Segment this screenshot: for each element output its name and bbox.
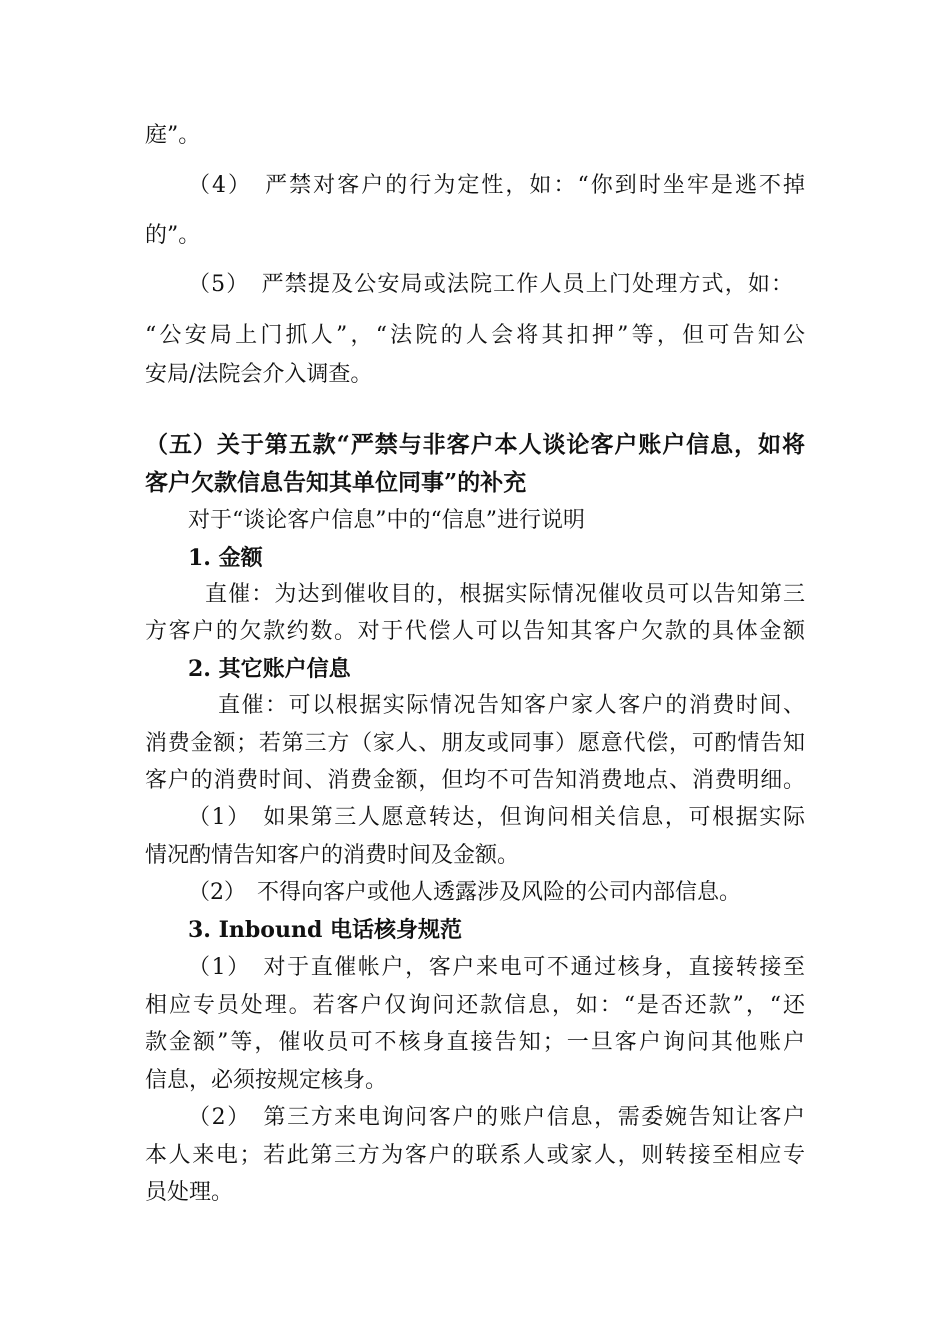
- subheading-other-account-info: 2. 其它账户信息: [188, 656, 351, 682]
- paragraph-line: 直催：可以根据实际情况告知客户家人客户的消费时间、: [218, 693, 805, 718]
- paragraph-line: 员处理。: [145, 1180, 234, 1205]
- paragraph-line: 方客户的欠款约数。对于代偿人可以告知其客户欠款的具体金额: [145, 619, 805, 644]
- paragraph-line: 安局/法院会介入调查。: [145, 362, 373, 387]
- paragraph-line: 本人来电；若此第三方为客户的联系人或家人，则转接至相应专: [145, 1143, 805, 1168]
- section-heading: （五）关于第五款“严禁与非客户本人谈论客户账户信息，如将: [145, 431, 805, 458]
- paragraph-line: 对于“谈论客户信息”中的“信息”进行说明: [188, 508, 585, 533]
- section-heading: 客户欠款信息告知其单位同事”的补充: [145, 469, 527, 496]
- list-item-1: （1） 对于直催帐户，客户来电可不通过核身，直接转接至: [188, 955, 805, 980]
- paragraph-line: 情况酌情告知客户的消费时间及金额。: [145, 843, 520, 868]
- list-item-5: （5） 严禁提及公安局或法院工作人员上门处理方式，如：: [188, 272, 793, 297]
- list-item-4: （4） 严禁对客户的行为定性，如：“你到时坐牢是逃不掉: [188, 173, 805, 198]
- paragraph-line: 直催：为达到催收目的，根据实际情况催收员可以告知第三: [205, 582, 805, 607]
- paragraph-line: 信息，必须按规定核身。: [145, 1068, 388, 1093]
- paragraph-line: “公安局上门抓人”，“法院的人会将其扣押”等，但可告知公: [145, 323, 805, 348]
- subheading-amount: 1. 金额: [188, 545, 263, 571]
- list-item-1: （1） 如果第三人愿意转达，但询问相关信息，可根据实际: [188, 805, 805, 830]
- paragraph-line: 消费金额；若第三方（家人、朋友或同事）愿意代偿，可酌情告知: [145, 731, 805, 756]
- paragraph-line: 款金额”等，催收员可不核身直接告知；一旦客户询问其他账户: [145, 1030, 805, 1055]
- list-item-2: （2） 不得向客户或他人透露涉及风险的公司内部信息。: [188, 880, 741, 905]
- paragraph-line: 客户的消费时间、消费金额，但均不可告知消费地点、消费明细。: [145, 768, 805, 793]
- paragraph-line: 相应专员处理。若客户仅询问还款信息，如：“是否还款”，“还: [145, 993, 805, 1018]
- list-item-2: （2） 第三方来电询问客户的账户信息，需委婉告知让客户: [188, 1105, 805, 1130]
- paragraph-line: 的”。: [145, 223, 201, 248]
- subheading-inbound-verification: 3. Inbound 电话核身规范: [188, 917, 463, 943]
- paragraph-line: 庭”。: [145, 123, 201, 148]
